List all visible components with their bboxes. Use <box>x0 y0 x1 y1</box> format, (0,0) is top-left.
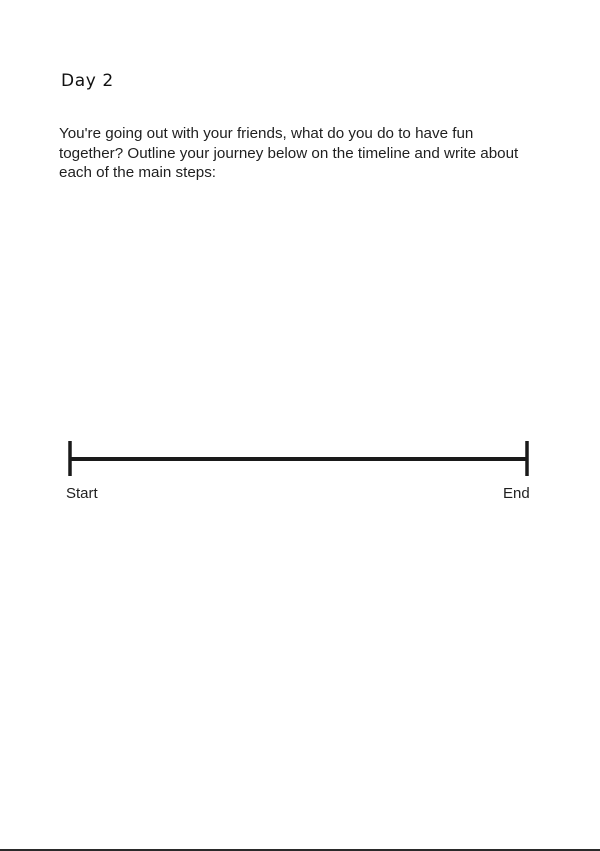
day-title: Day 2 <box>61 71 114 91</box>
timeline <box>64 438 536 480</box>
timeline-graphic <box>64 438 536 480</box>
prompt-text: You're going out with your friends, what do you do to have fun together? Outline your journey below on the timeline and write about each of the main steps: <box>59 125 519 181</box>
timeline-start-label: Start <box>66 485 98 502</box>
timeline-end-label: End <box>503 485 530 502</box>
